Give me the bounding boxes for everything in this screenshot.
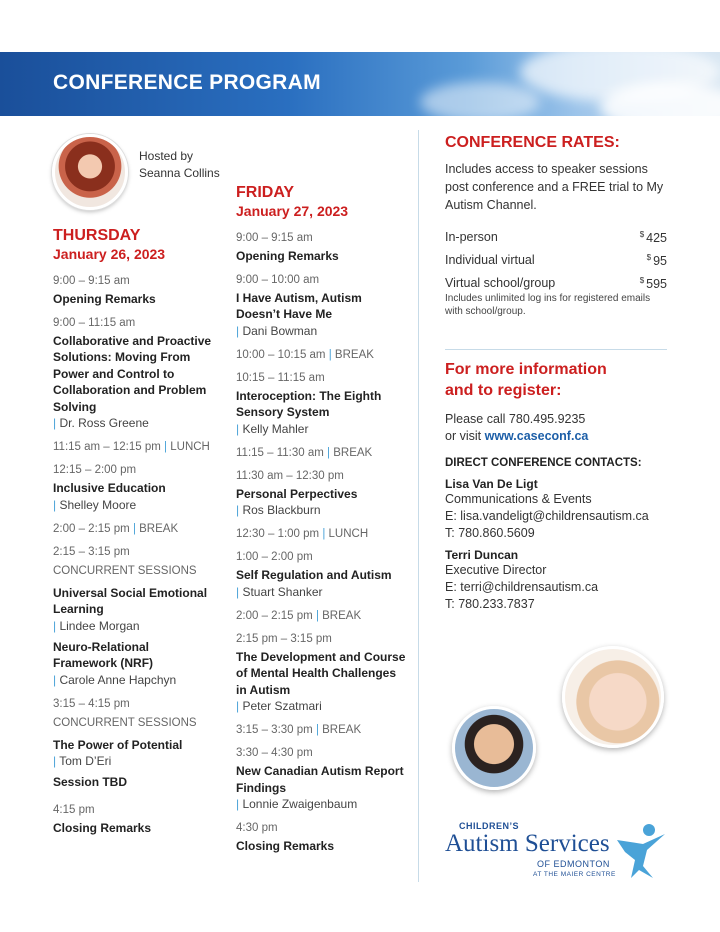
session-speaker: Shelley Moore bbox=[59, 497, 137, 512]
schedule-item bbox=[53, 274, 213, 308]
child-photo-boy bbox=[452, 706, 536, 790]
page-title: CONFERENCE PROGRAM bbox=[53, 71, 321, 94]
logo-top-text: CHILDREN’S bbox=[459, 821, 520, 831]
day-heading: FRIDAY bbox=[236, 184, 295, 201]
session-time: 11:30 am – 12:30 pm bbox=[236, 469, 344, 482]
session-title: Personal Perpectives bbox=[236, 486, 358, 501]
visit-prefix: or visit bbox=[445, 429, 485, 443]
session-title: Inclusive Education bbox=[53, 481, 166, 495]
day-date: January 26, 2023 bbox=[53, 246, 166, 262]
session-title: Opening Remarks bbox=[53, 292, 156, 306]
break-item: 10:00 – 10:15 am | BREAK bbox=[236, 348, 374, 361]
session-speaker: Lonnie Zwaigenbaum bbox=[242, 797, 358, 811]
session-title: Closing Remarks bbox=[53, 820, 152, 835]
schedule-item: 9:00 – 10:00 am I Have Autism, Autism Doesn’t Have Me | Dani Bowman bbox=[236, 273, 406, 340]
schedule-item: 3:15 – 4:15 pm CONCURRENT SESSIONS The Power of Potential | Tom D’Eri bbox=[53, 697, 213, 771]
schedule-item bbox=[236, 821, 406, 855]
host-photo bbox=[52, 134, 128, 210]
session-subheading: CONCURRENT SESSIONS bbox=[53, 716, 197, 729]
person-figure-icon bbox=[613, 822, 667, 880]
rate-price: 95 bbox=[653, 254, 667, 269]
contact-email[interactable]: E: lisa.vandeligt@childrensautism.ca bbox=[445, 509, 649, 523]
break-time: 11:15 – 11:30 am bbox=[236, 446, 324, 459]
schedule-item bbox=[236, 231, 406, 265]
host-caption bbox=[139, 148, 220, 182]
session-time: 1:00 – 2:00 pm bbox=[236, 551, 313, 563]
contact-phone: T: 780.233.7837 bbox=[445, 597, 535, 611]
contact-role: Communications & Events bbox=[445, 492, 592, 506]
rates-section bbox=[445, 134, 667, 318]
schedule-item: 10:15 – 11:15 am Interoception: The Eighth Sensory System | Kelly Mahler bbox=[236, 371, 406, 438]
session-title: New Canadian Autism Report Findings bbox=[236, 764, 404, 795]
break-label: BREAK bbox=[333, 446, 373, 459]
session-subheading: CONCURRENT SESSIONS bbox=[53, 564, 197, 577]
session-speaker: Tom D’Eri bbox=[59, 754, 112, 768]
session-speaker: Kelly Mahler bbox=[242, 421, 309, 436]
currency-symbol: $ bbox=[639, 230, 645, 239]
info-section bbox=[445, 359, 667, 613]
rate-row bbox=[445, 230, 667, 253]
schedule-item: 1:00 – 2:00 pm Self Regulation and Autism | Stuart Shanker bbox=[236, 550, 406, 601]
session-title: Session TBD bbox=[53, 775, 128, 789]
session-speaker: Dr. Ross Greene bbox=[59, 416, 149, 430]
host-name: Seanna Collins bbox=[139, 166, 220, 180]
session-title: Neuro-Relational Framework (NRF) bbox=[53, 639, 154, 670]
rate-note: Includes unlimited log ins for registered emails with school/group. bbox=[445, 293, 651, 317]
friday-schedule bbox=[236, 183, 406, 863]
session-title: Collaborative and Proactive Solutions: Moving From Power and Control to Collaboration and Problem Solving bbox=[53, 333, 212, 414]
session-title: The Power of Potential bbox=[53, 737, 183, 752]
contact-phone: T: 780.860.5609 bbox=[445, 526, 535, 540]
session-time: 3:30 – 4:30 pm bbox=[236, 747, 313, 759]
break-time: 10:00 – 10:15 am bbox=[236, 348, 326, 361]
schedule-item: 3:30 – 4:30 pm New Canadian Autism Report Findings | Lonnie Zwaigenbaum bbox=[236, 746, 406, 813]
session-time: 9:00 – 11:15 am bbox=[53, 316, 136, 329]
schedule-item: 2:15 pm – 3:15 pm The Development and Course of Mental Health Challenges in Autism | Peter Szatmari bbox=[236, 632, 406, 713]
session-time: 9:00 – 9:15 am bbox=[236, 232, 313, 244]
session-title: Interoception: The Eighth Sensory System bbox=[236, 388, 382, 419]
rate-price: 595 bbox=[646, 277, 667, 292]
break-label: LUNCH bbox=[170, 441, 210, 453]
session-speaker: Peter Szatmari bbox=[242, 699, 322, 713]
contact-name: Terri Duncan bbox=[445, 548, 519, 562]
break-item: 12:30 – 1:00 pm | LUNCH bbox=[236, 528, 369, 540]
info-heading-1: For more information bbox=[445, 361, 607, 378]
logo-sub-text: OF EDMONTON bbox=[537, 859, 610, 869]
session-speaker: Ros Blackburn bbox=[242, 503, 321, 517]
session-speaker: Dani Bowman bbox=[242, 323, 318, 338]
break-label: BREAK bbox=[322, 724, 362, 736]
session-time: 9:00 – 10:00 am bbox=[236, 273, 320, 286]
header-banner bbox=[0, 52, 720, 116]
rate-label: Individual virtual bbox=[445, 253, 535, 267]
website-link[interactable]: www.caseconf.ca bbox=[484, 429, 589, 443]
break-item: 11:15 am – 12:15 pm | LUNCH bbox=[53, 441, 210, 453]
session-speaker: Lindee Morgan bbox=[59, 618, 140, 633]
info-heading-2: and to register: bbox=[445, 382, 562, 399]
break-time: 12:30 – 1:00 pm bbox=[236, 528, 320, 540]
schedule-item: 2:15 – 3:15 pm CONCURRENT SESSIONS Universal Social Emotional Learning | Lindee Morgan bbox=[53, 545, 213, 635]
session-title: Self Regulation and Autism bbox=[236, 568, 392, 582]
logo-main-text: Autism Services bbox=[445, 830, 610, 857]
session-time: 10:15 – 11:15 am bbox=[236, 371, 325, 384]
break-time: 3:15 – 3:30 pm bbox=[236, 724, 313, 736]
rates-heading: CONFERENCE RATES: bbox=[445, 134, 620, 151]
break-time: 11:15 am – 12:15 pm bbox=[53, 441, 161, 453]
schedule-item bbox=[53, 803, 213, 837]
child-photo-girl bbox=[562, 646, 664, 748]
session-title: I Have Autism, Autism Doesn’t Have Me bbox=[236, 290, 362, 321]
rates-intro: Includes access to speaker sessions post conference and a FREE trial to My Autism Channel. bbox=[445, 162, 664, 212]
schedule-item: 9:00 – 11:15 am Collaborative and Proactive Solutions: Moving From Power and Control to Collaboration and Problem Solving | Dr. Ross Greene bbox=[53, 316, 212, 430]
session-speaker: Stuart Shanker bbox=[242, 584, 323, 599]
schedule-item: Neuro-Relational Framework (NRF) | Carole Anne Hapchyn bbox=[53, 639, 213, 689]
break-label: LUNCH bbox=[328, 528, 369, 540]
session-time: 12:15 – 2:00 pm bbox=[53, 464, 137, 476]
rate-label: Virtual school/group bbox=[445, 276, 556, 290]
session-title: Universal Social Emotional Learning bbox=[53, 585, 208, 616]
session-time: 2:15 – 3:15 pm bbox=[53, 545, 130, 558]
contact-card bbox=[445, 548, 667, 613]
schedule-item: 12:15 – 2:00 pm Inclusive Education | Shelley Moore bbox=[53, 463, 213, 514]
session-time: 4:15 pm bbox=[53, 803, 95, 816]
break-item: 2:00 – 2:15 pm | BREAK bbox=[236, 609, 362, 622]
session-title: The Development and Course of Mental Health Challenges in Autism bbox=[236, 649, 406, 697]
logo-sub-text-2: AT THE MAIER CENTRE bbox=[533, 871, 616, 878]
session-title: Opening Remarks bbox=[236, 249, 339, 263]
break-item: 11:15 – 11:30 am | BREAK bbox=[236, 446, 373, 459]
contacts-heading: DIRECT CONFERENCE CONTACTS: bbox=[445, 457, 642, 469]
rate-row bbox=[445, 253, 667, 276]
host-label: Hosted by bbox=[139, 149, 194, 163]
column-divider bbox=[418, 130, 419, 882]
thursday-schedule bbox=[53, 226, 213, 844]
rate-price: 425 bbox=[646, 231, 667, 246]
session-time: 4:30 pm bbox=[236, 822, 278, 834]
session-time: 3:15 – 4:15 pm bbox=[53, 697, 130, 710]
section-divider bbox=[445, 349, 667, 350]
break-item: 3:15 – 3:30 pm | BREAK bbox=[236, 724, 362, 736]
break-label: BREAK bbox=[322, 609, 362, 622]
break-item: 2:00 – 2:15 pm | BREAK bbox=[53, 522, 179, 535]
break-time: 2:00 – 2:15 pm bbox=[236, 609, 313, 622]
contact-role: Executive Director bbox=[445, 563, 547, 577]
break-label: BREAK bbox=[139, 522, 179, 535]
schedule-item bbox=[53, 774, 213, 791]
currency-symbol: $ bbox=[639, 276, 645, 285]
break-label: BREAK bbox=[334, 348, 374, 361]
currency-symbol: $ bbox=[646, 253, 652, 262]
rate-label: In-person bbox=[445, 230, 498, 244]
schedule-item: 11:30 am – 12:30 pm Personal Perpectives | Ros Blackburn bbox=[236, 469, 406, 520]
phone-line: Please call 780.495.9235 bbox=[445, 412, 586, 426]
day-heading: THURSDAY bbox=[53, 227, 141, 244]
session-time: 9:00 – 9:15 am bbox=[53, 275, 130, 287]
day-date: January 27, 2023 bbox=[236, 203, 349, 219]
contact-email[interactable]: E: terri@childrensautism.ca bbox=[445, 580, 599, 594]
session-title: Closing Remarks bbox=[236, 839, 335, 853]
organization-logo bbox=[445, 818, 669, 884]
break-time: 2:00 – 2:15 pm bbox=[53, 522, 130, 535]
session-speaker: Carole Anne Hapchyn bbox=[59, 672, 177, 687]
contact-card bbox=[445, 477, 667, 542]
rate-row bbox=[445, 276, 667, 292]
session-time: 2:15 pm – 3:15 pm bbox=[236, 632, 332, 645]
contact-name: Lisa Van De Ligt bbox=[445, 477, 538, 491]
